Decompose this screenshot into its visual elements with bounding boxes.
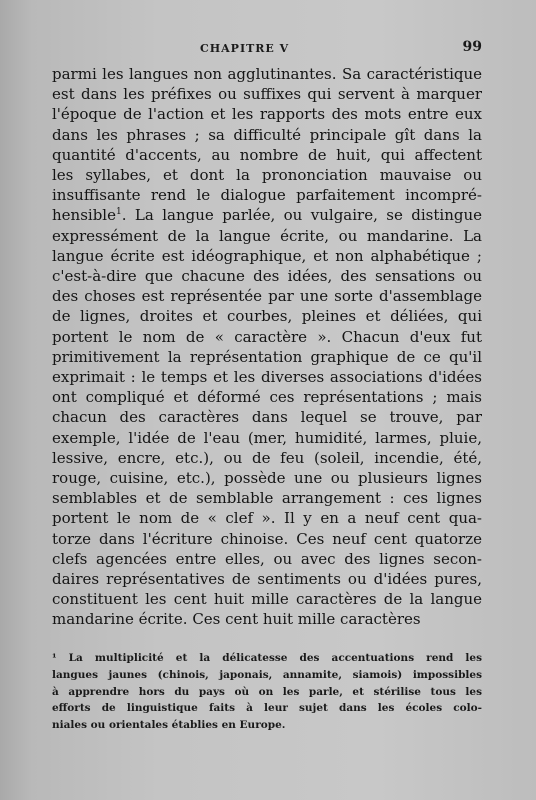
text-line: clefs agencées entre elles, ou avec des lignes secon-	[52, 549, 482, 568]
text-line: langue écrite est idéographique, et non alphabétique ;	[52, 246, 482, 265]
text-line: chacun des caractères dans lequel se trouve, par	[52, 408, 482, 427]
text-line: constituent les cent huit mille caractères de la langue	[52, 590, 482, 609]
text-fragment: . La langue parlée, ou vulgaire, se distingue	[121, 206, 482, 225]
text-line: c'est-à-dire que chacune des idées, des sensations ou	[52, 267, 482, 286]
text-fragment: hensible	[52, 206, 116, 225]
page-header	[52, 39, 482, 62]
text-line: semblables et de semblable arrangement : ces lignes	[52, 489, 482, 508]
footnote-line: langues jaunes (chinois, japonais, annamite, siamois) impossibles	[52, 668, 482, 681]
text-line: ont compliqué et déformé ces représentations ; mais	[52, 388, 482, 407]
text-line: torze dans l'écriture chinoise. Ces neuf cent quatorze	[52, 529, 482, 548]
text-line: portent le nom de « clef ». Il y en a neuf cent qua-	[52, 509, 482, 528]
text-line: exemple, l'idée de l'eau (mer, humidité, larmes, pluie,	[52, 428, 482, 447]
footnote-line: ¹ La multiplicité et la délicatesse des accentuations rend les	[52, 652, 482, 664]
text-line: dans les phrases ; sa difficulté principale gît dans la	[52, 125, 482, 144]
text-line: quantité d'accents, au nombre de huit, qui affectent	[52, 145, 482, 164]
text-line: lessive, encre, etc.), ou de feu (soleil, incendie, été,	[52, 448, 482, 467]
chapter-heading: CHAPITRE V	[200, 42, 290, 55]
footnote-line: efforts de linguistique faits à leur sujet dans les écoles colo-	[52, 702, 482, 715]
footnote-reference: 1	[115, 207, 122, 218]
main-text	[52, 64, 482, 630]
footnote-line: à apprendre hors du pays où on les parle, et stérilise tous les	[52, 685, 482, 698]
text-line: des choses est représentée par une sorte d'assemblage	[52, 287, 482, 306]
text-line: expressément de la langue écrite, ou mandarine. La	[52, 226, 482, 245]
text-line-with-footnote-ref	[52, 205, 482, 225]
text-line: parmi les langues non agglutinantes. Sa caractéristique	[52, 65, 482, 83]
text-line: de lignes, droites et courbes, pleines et déliées, qui	[52, 307, 482, 326]
text-line: daires représentatives de sentiments ou d'idées pures,	[52, 570, 482, 589]
text-line: portent le nom de « caractère ». Chacun d'eux fut	[52, 327, 482, 346]
text-line: mandarine écrite. Ces cent huit mille caractères	[52, 610, 421, 629]
footnote	[52, 650, 482, 734]
text-line: les syllabes, et dont la prononciation mauvaise ou	[52, 166, 482, 185]
footnote-line: niales ou orientales établies en Europe.	[52, 719, 286, 732]
text-line: insuffisante rend le dialogue parfaitement incompré-	[52, 186, 482, 205]
text-line: l'époque de l'action et les rapports des mots entre eux	[52, 105, 482, 124]
text-line: primitivement la représentation graphique de ce qu'il	[52, 347, 482, 366]
page-number: 99	[462, 39, 482, 55]
text-line: exprimait : le temps et les diverses associations d'idées	[52, 368, 482, 387]
text-line: rouge, cuisine, etc.), possède une ou plusieurs lignes	[52, 469, 482, 488]
text-line: est dans les préfixes ou suffixes qui servent à marquer	[52, 85, 482, 104]
